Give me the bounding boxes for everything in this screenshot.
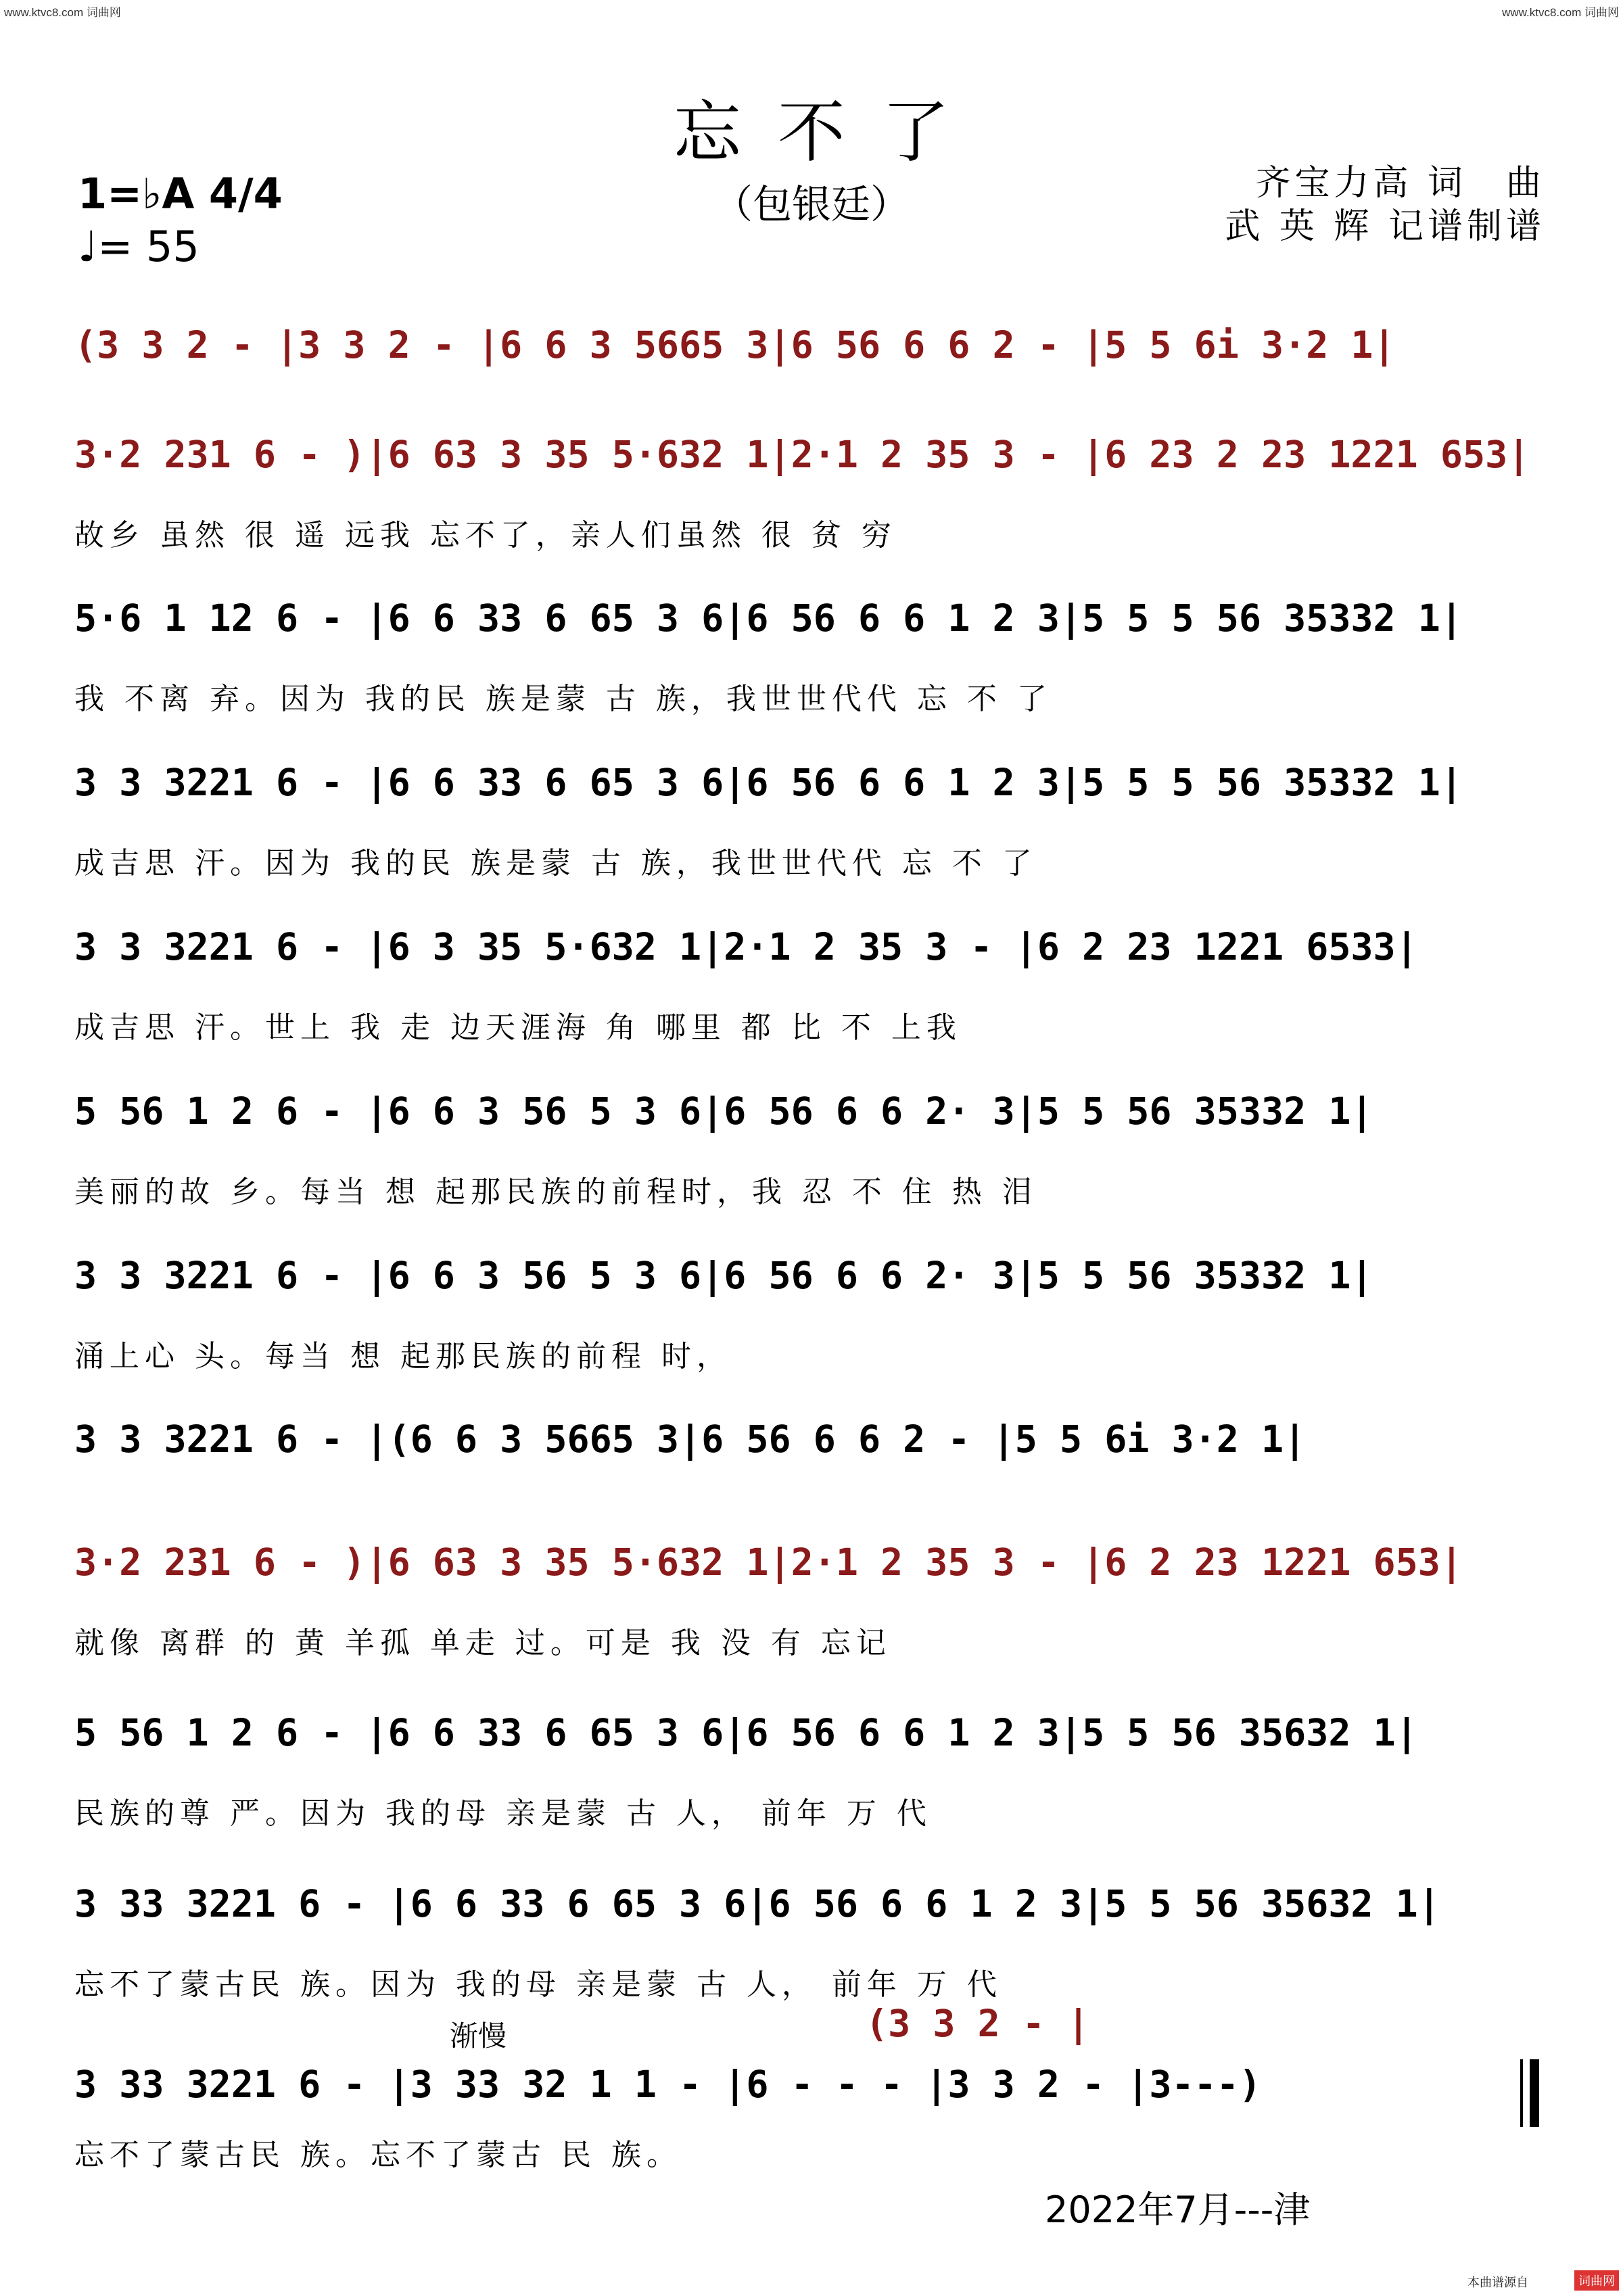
score-line-9: 3·2 231 6 - )|6 63 3 35 5·632 1|2·1 2 35 3 - |6 2 23 1221 653| (74, 1541, 1463, 1584)
score-line-10: 5 56 1 2 6 - |6 6 33 6 65 3 6|6 56 6 6 1 2 3|5 5 56 35632 1| (74, 1711, 1418, 1754)
score-line-11: 3 33 3221 6 - |6 6 33 6 65 3 6|6 56 6 6 1 2 3|5 5 56 35632 1| (74, 1882, 1440, 1925)
credit-lyrics-music: 齐宝力高 词 曲 (1255, 163, 1545, 204)
song-subtitle: （包银廷） (713, 181, 910, 227)
song-title: 忘不了 (674, 93, 986, 172)
score-line-12: 3 33 3221 6 - |3 33 32 1 1 - |6 - - - |3 3 2 - |3---) (74, 2063, 1261, 2106)
lyric-line-4: 成吉思 汗。因为 我的民 族是蒙 古 族，我世世代代 忘 不 了 (74, 846, 1037, 881)
score-line-4: 3 3 3221 6 - |6 6 33 6 65 3 6|6 56 6 6 1 2 3|5 5 5 56 35332 1| (74, 761, 1463, 804)
score-line-3: 5·6 1 12 6 - |6 6 33 6 65 3 6|6 56 6 6 1 2 3|5 5 5 56 35332 1| (74, 596, 1463, 640)
score-line-2: 3·2 231 6 - )|6 63 3 35 5·632 1|2·1 2 35 3 - |6 23 2 23 1221 653| (74, 433, 1530, 476)
key-signature: 1=♭A 4/4 (78, 169, 283, 218)
lyric-line-12: 忘不了蒙古民 族。忘不了蒙古 民 族。 (74, 2138, 682, 2172)
tempo-change-mark: 渐慢 (450, 2019, 507, 2053)
lyric-line-7: 涌上心 头。每当 想 起那民族的前程 时， (74, 1339, 732, 1374)
lyric-line-5: 成吉思 汗。世上 我 走 边天涯海 角 哪里 都 比 不 上我 (74, 1010, 962, 1045)
lyric-line-2: 故乡 虽然 很 遥 远我 忘不了，亲人们虽然 很 贫 穷 (74, 518, 897, 553)
lyric-line-9: 就像 离群 的 黄 羊孤 单走 过。可是 我 没 有 忘记 (74, 1626, 891, 1660)
score-line-5: 3 3 3221 6 - |6 3 35 5·632 1|2·1 2 35 3 - |6 2 23 1221 6533| (74, 925, 1418, 968)
site-mark-right: www.ktvc8.com 词曲网 (1502, 6, 1619, 19)
final-barline-thick (1530, 2059, 1539, 2127)
score-line-13: (3 3 2 - | (866, 2002, 1090, 2045)
lyric-line-11: 忘不了蒙古民 族。因为 我的母 亲是蒙 古 人， 前年 万 代 (74, 1967, 1002, 2002)
lyric-line-3: 我 不离 弃。因为 我的民 族是蒙 古 族，我世世代代 忘 不 了 (74, 682, 1052, 716)
lyric-line-10: 民族的尊 严。因为 我的母 亲是蒙 古 人， 前年 万 代 (74, 1796, 932, 1831)
final-barline-thin (1520, 2059, 1523, 2127)
site-mark-left: www.ktvc8.com 词曲网 (4, 6, 121, 19)
footer-source: 本曲谱源自 (1467, 2276, 1528, 2289)
score-line-6: 5 56 1 2 6 - |6 6 3 56 5 3 6|6 56 6 6 2· 3|5 5 56 35332 1| (74, 1090, 1373, 1133)
footer-logo: 词曲网 (1574, 2270, 1619, 2291)
score-line-7: 3 3 3221 6 - |6 6 3 56 5 3 6|6 56 6 6 2· 3|5 5 56 35332 1| (74, 1254, 1373, 1297)
transcription-date: 2022年7月---津 (1045, 2188, 1311, 2231)
tempo-marking: ♩= 55 (78, 222, 199, 271)
lyric-line-6: 美丽的故 乡。每当 想 起那民族的前程时，我 忍 不 住 热 泪 (74, 1175, 1037, 1209)
score-line-8: 3 3 3221 6 - |(6 6 3 5665 3|6 56 6 6 2 - |5 5 6i 3·2 1| (74, 1418, 1307, 1461)
score-line-1: (3 3 2 - |3 3 2 - |6 6 3 5665 3|6 56 6 6 2 - |5 5 6i 3·2 1| (74, 323, 1396, 367)
credit-transcriber: 武 英 辉 记谱制谱 (1225, 206, 1545, 247)
